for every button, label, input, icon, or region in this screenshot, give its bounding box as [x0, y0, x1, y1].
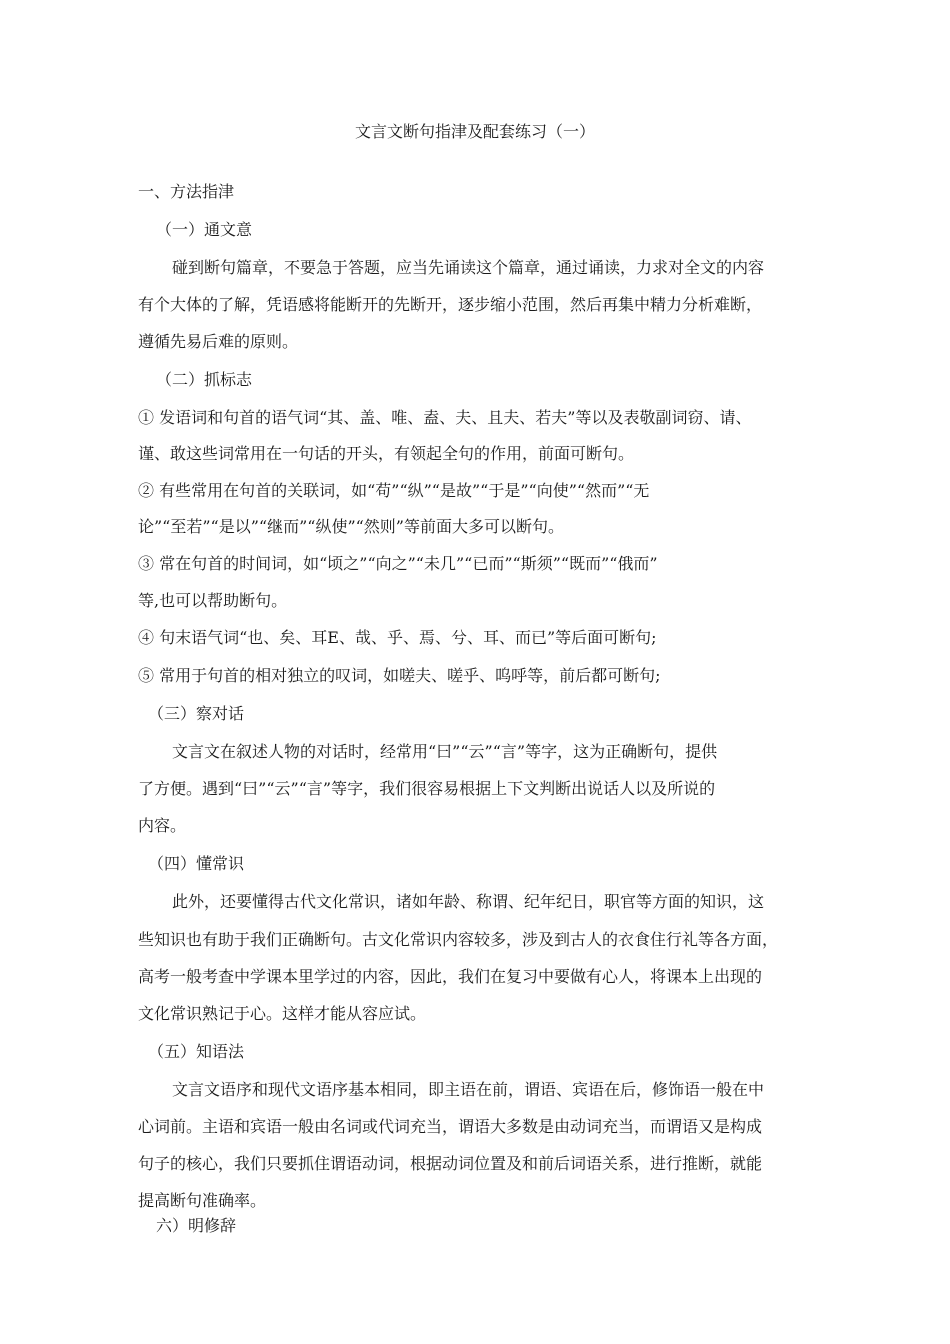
paragraph-line: 碰到断句篇章，不要急于答题，应当先诵读这个篇章，通过诵读，力求对全文的内容: [172, 258, 765, 277]
list-item-1-cont: 谨、敢这些词常用在一句话的开头，有领起全句的作用，前面可断句。: [138, 444, 635, 463]
document-title: 文言文断句指津及配套练习（一）: [354, 122, 595, 141]
paragraph-line: 有个大体的了解，凭语感将能断开的先断开，逐步缩小范围，然后再集中精力分析难断，: [138, 295, 763, 314]
subsection-heading-3: （三）察对话: [148, 704, 245, 723]
paragraph-line: 内容。: [138, 816, 187, 835]
list-item-2-cont: 论”“至若”“是以”“继而”“纵使”“然则”等前面大多可以断句。: [138, 517, 564, 536]
paragraph-line: 些知识也有助于我们正确断句。古文化常识内容较多，涉及到古人的衣食住行礼等各方面，: [138, 930, 779, 949]
paragraph-line: 心词前。主语和宾语一般由名词或代词充当，谓语大多数是由动词充当，而谓语又是构成: [138, 1117, 763, 1136]
list-item-2: ② 有些常用在句首的关联词，如“苟”“纵”“是故”“于是”“向使”“然而”“无: [138, 481, 650, 500]
subsection-heading-5: （五）知语法: [148, 1042, 245, 1061]
paragraph-line: 文化常识熟记于心。这样才能从容应试。: [138, 1004, 427, 1023]
paragraph-line: 高考一般考查中学课本里学过的内容，因此，我们在复习中要做有心人，将课本上出现的: [138, 967, 763, 986]
subsection-heading-2: （二）抓标志: [156, 370, 253, 389]
paragraph-line: 遵循先易后难的原则。: [138, 332, 299, 351]
subsection-heading-6: 六）明修辞: [156, 1216, 237, 1235]
paragraph-line: 了方便。遇到“曰”“云”“言”等字，我们很容易根据上下文判断出说话人以及所说的: [138, 779, 716, 798]
list-item-3-cont: 等,也可以帮助断句。: [138, 591, 288, 610]
list-item-1: ① 发语词和句首的语气词“其、盖、唯、盍、夫、且夫、若夫”等以及表敬副词窃、请、: [138, 408, 752, 427]
section-heading-1: 一、方法指津: [138, 182, 235, 201]
list-item-5: ⑤ 常用于句首的相对独立的叹词，如嗟夫、嗟乎、呜呼等，前后都可断句;: [138, 666, 661, 685]
paragraph-line: 句子的核心，我们只要抓住谓语动词，根据动词位置及和前后词语关系，进行推断，就能: [138, 1154, 763, 1173]
subsection-heading-1: （一）通文意: [156, 220, 253, 239]
paragraph-line: 此外，还要懂得古代文化常识，诸如年龄、称谓、纪年纪日，职官等方面的知识，这: [172, 892, 765, 911]
list-item-3: ③ 常在句首的时间词，如“顷之”“向之”“未几”“已而”“斯须”“既而”“俄而”: [138, 554, 658, 573]
paragraph-line: 文言文语序和现代文语序基本相同，即主语在前，谓语、宾语在后，修饰语一般在中: [172, 1080, 765, 1099]
paragraph-line: 提高断句准确率。: [138, 1191, 267, 1210]
list-item-4: ④ 句末语气词“也、矣、耳E、哉、乎、焉、兮、耳、而已”等后面可断句;: [138, 628, 657, 647]
paragraph-line: 文言文在叙述人物的对话时，经常用“曰”“云”“言”等字，这为正确断句，提供: [172, 742, 718, 761]
subsection-heading-4: （四）懂常识: [148, 854, 245, 873]
